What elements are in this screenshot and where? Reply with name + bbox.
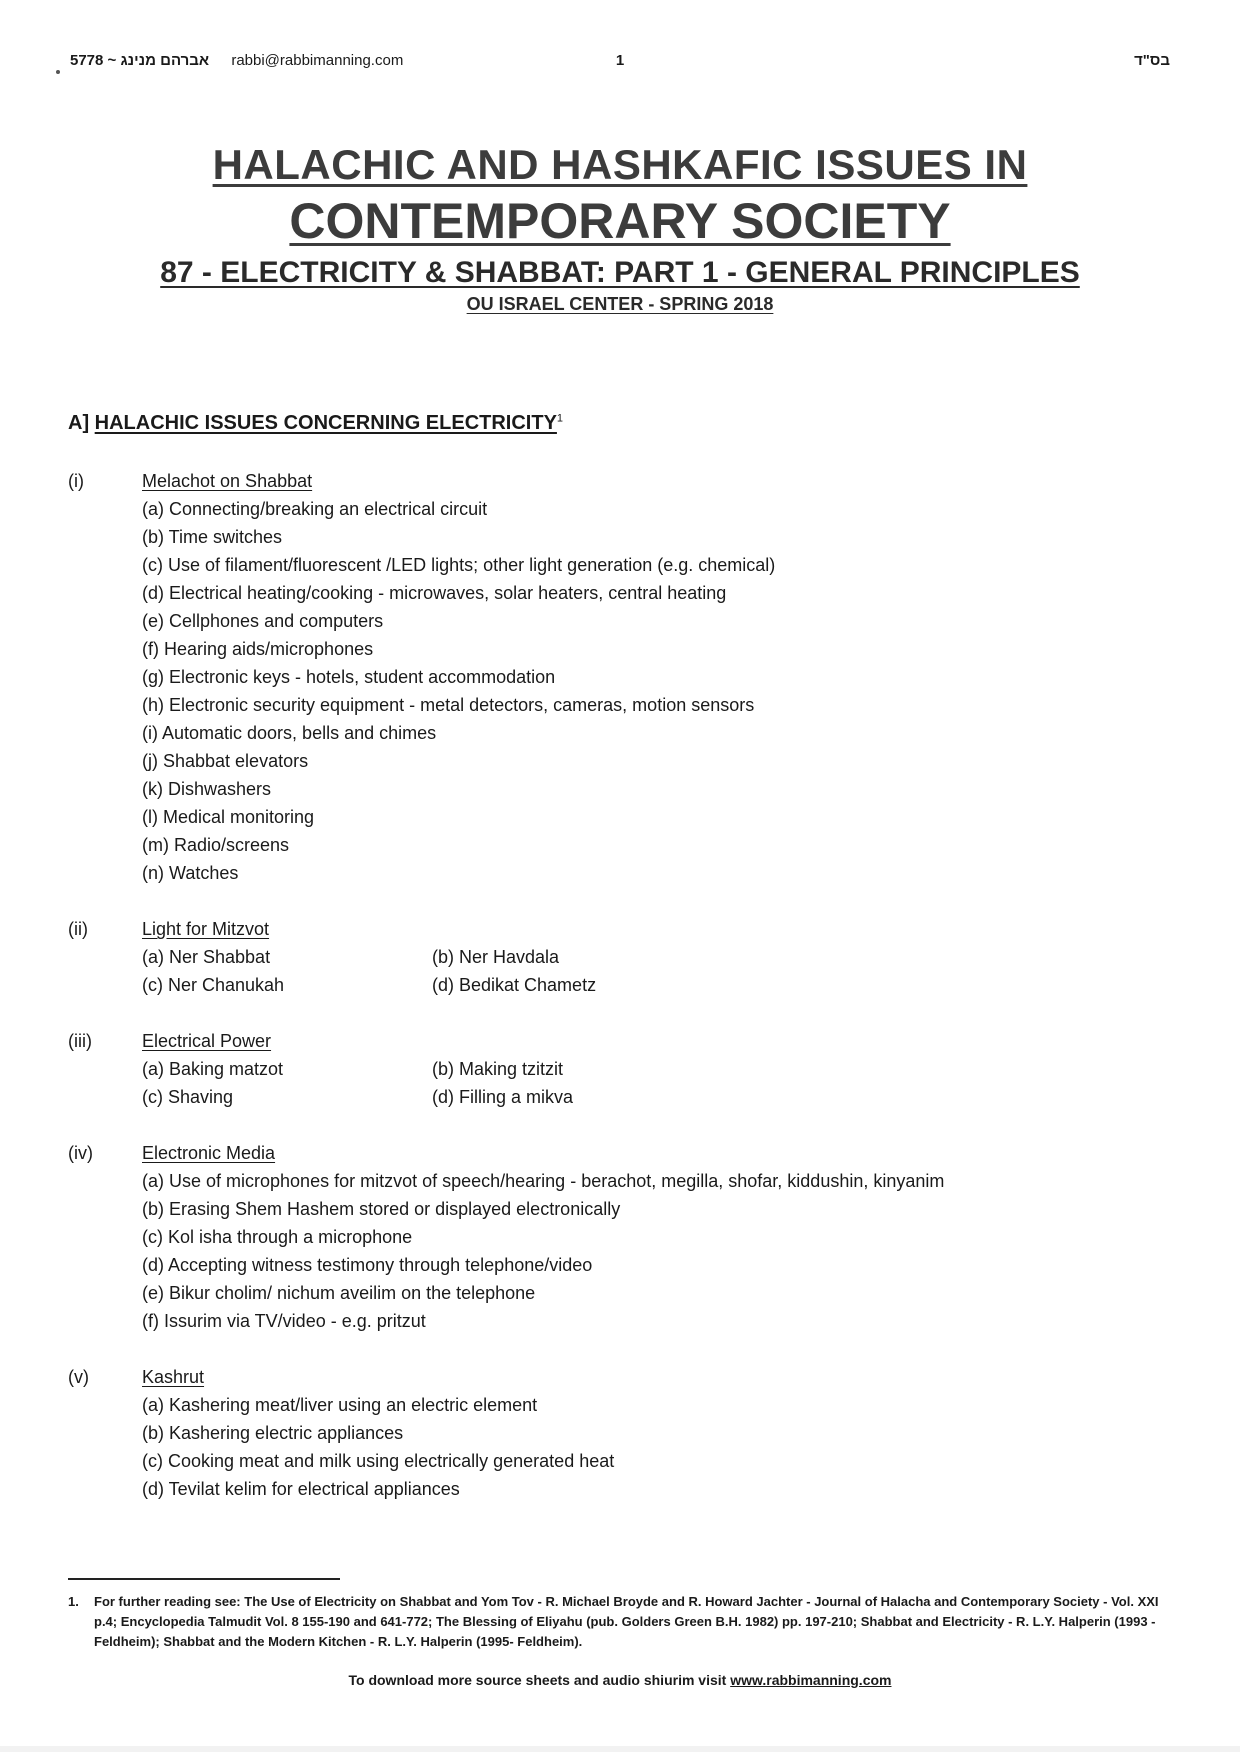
- list-item: [68, 607, 1180, 635]
- list-item-text: (d) Bedikat Chametz: [432, 975, 597, 995]
- list-item: [68, 1307, 1180, 1335]
- list-item-text: (e) Cellphones and computers: [142, 611, 384, 631]
- title-line-2: CONTEMPORARY SOCIETY: [289, 193, 951, 249]
- group-number: (v): [68, 1367, 89, 1387]
- group-header-row: [68, 1363, 1180, 1391]
- list-item: [68, 719, 1180, 747]
- group-number: (i): [68, 471, 84, 491]
- list-item-text: (d) Tevilat kelim for electrical appliances: [142, 1479, 460, 1499]
- page-footer: [0, 1672, 1240, 1688]
- list-item: [68, 1167, 1180, 1195]
- footer-link[interactable]: www.rabbimanning.com: [730, 1672, 892, 1688]
- list-item-text: (f) Hearing aids/microphones: [142, 639, 374, 659]
- footnote-ref[interactable]: 1: [556, 412, 564, 425]
- list-item-text: (c) Ner Chanukah: [142, 975, 285, 995]
- list-item-pair: [68, 943, 1180, 971]
- list-item-text: (d) Filling a mikva: [432, 1087, 574, 1107]
- issue-group: [68, 1363, 1180, 1503]
- scan-edge: [0, 1746, 1240, 1752]
- list-item-text: (b) Kashering electric appliances: [142, 1423, 404, 1443]
- group-header-row: [68, 467, 1180, 495]
- list-item: [68, 775, 1180, 803]
- author-year: 5778 ~ אברהם מנינג: [70, 52, 210, 69]
- issue-group: [68, 467, 1180, 887]
- subtitle: 87 - ELECTRICITY & SHABBAT: PART 1 - GENERAL PRINCIPLES: [160, 256, 1080, 289]
- author-email[interactable]: rabbi@rabbimanning.com: [231, 52, 404, 69]
- list-item-text: (c) Kol isha through a microphone: [142, 1227, 413, 1247]
- list-item-text: (a) Kashering meat/liver using an electric element: [142, 1395, 538, 1415]
- list-item: [68, 663, 1180, 691]
- list-item-text: (d) Accepting witness testimony through telephone/video: [142, 1255, 593, 1275]
- page-header: [70, 52, 1170, 76]
- list-item-text: (j) Shabbat elevators: [142, 751, 309, 771]
- title-block: [0, 140, 1240, 316]
- list-item-text: (b) Erasing Shem Hashem stored or displayed electronically: [142, 1199, 621, 1219]
- page-number: 1: [615, 52, 625, 69]
- list-item-text: (k) Dishwashers: [142, 779, 272, 799]
- footnote-divider: [68, 1578, 340, 1580]
- list-item-text: (g) Electronic keys - hotels, student accommodation: [142, 667, 556, 687]
- group-title: Melachot on Shabbat: [142, 471, 313, 491]
- list-item: [68, 1419, 1180, 1447]
- list-item: [68, 1475, 1180, 1503]
- issue-group: [68, 915, 1180, 999]
- group-number: (iv): [68, 1143, 93, 1163]
- group-title: Kashrut: [142, 1367, 205, 1387]
- group-title: Light for Mitzvot: [142, 919, 270, 939]
- list-item-text: (f) Issurim via TV/video - e.g. pritzut: [142, 1311, 426, 1331]
- list-item-text: (d) Electrical heating/cooking - microwaves, solar heaters, central heating: [142, 583, 727, 603]
- list-item: [68, 1223, 1180, 1251]
- title-line-1: HALACHIC AND HASHKAFIC ISSUES IN: [212, 141, 1028, 188]
- list-item: [68, 831, 1180, 859]
- list-item-pair: [68, 971, 1180, 999]
- list-item: [68, 691, 1180, 719]
- list-item: [68, 579, 1180, 607]
- group-header-row: [68, 915, 1180, 943]
- list-item: [68, 1195, 1180, 1223]
- group-number: (ii): [68, 919, 88, 939]
- list-item: [68, 495, 1180, 523]
- list-item: [68, 859, 1180, 887]
- list-item-text: (i) Automatic doors, bells and chimes: [142, 723, 437, 743]
- group-number: (iii): [68, 1031, 92, 1051]
- list-item-text: (c) Cooking meat and milk using electrically generated heat: [142, 1451, 615, 1471]
- group-title: Electrical Power: [142, 1031, 272, 1051]
- list-item-text: (e) Bikur cholim/ nichum aveilim on the telephone: [142, 1283, 536, 1303]
- list-item-text: (c) Shaving: [142, 1087, 234, 1107]
- list-item-text: (a) Baking matzot: [142, 1059, 284, 1079]
- list-item-text: (c) Use of filament/fluorescent /LED lights; other light generation (e.g. chemical): [142, 555, 776, 575]
- issues-list: [68, 467, 1180, 1531]
- footnote: [68, 1592, 1170, 1652]
- list-item: [68, 1447, 1180, 1475]
- group-header-row: [68, 1027, 1180, 1055]
- issue-group: [68, 1139, 1180, 1335]
- header-bsd: בס"ד: [1134, 52, 1170, 69]
- section-heading: [68, 412, 563, 435]
- section-prefix: A]: [68, 412, 90, 434]
- list-item-pair: [68, 1055, 1180, 1083]
- list-item-text: (b) Time switches: [142, 527, 283, 547]
- venue-line: OU ISRAEL CENTER - SPRING 2018: [466, 294, 774, 314]
- section-title: HALACHIC ISSUES CONCERNING ELECTRICITY: [94, 412, 557, 434]
- scan-speck: [56, 70, 60, 74]
- group-title: Electronic Media: [142, 1143, 276, 1163]
- list-item: [68, 635, 1180, 663]
- list-item: [68, 551, 1180, 579]
- list-item-text: (a) Ner Shabbat: [142, 947, 271, 967]
- list-item-text: (a) Use of microphones for mitzvot of speech/hearing - berachot, megilla, shofar, kiddushin, kinyanim: [142, 1171, 945, 1191]
- list-item: [68, 747, 1180, 775]
- list-item: [68, 523, 1180, 551]
- list-item: [68, 1279, 1180, 1307]
- list-item-text: (l) Medical monitoring: [142, 807, 315, 827]
- issue-group: [68, 1027, 1180, 1111]
- group-header-row: [68, 1139, 1180, 1167]
- footnote-number: 1.: [68, 1594, 79, 1609]
- list-item: [68, 1391, 1180, 1419]
- list-item-text: (n) Watches: [142, 863, 239, 883]
- list-item: [68, 1251, 1180, 1279]
- list-item-pair: [68, 1083, 1180, 1111]
- list-item-text: (h) Electronic security equipment - metal detectors, cameras, motion sensors: [142, 695, 755, 715]
- list-item-text: (a) Connecting/breaking an electrical circuit: [142, 499, 488, 519]
- list-item-text: (b) Ner Havdala: [432, 947, 560, 967]
- footnote-text: For further reading see: The Use of Electricity on Shabbat and Yom Tov - R. Michael Broyde and R. Howard Jachter - Journal of Halacha and Contemporary Society - Vol. XXI p.4; Encyclopedia Talmudit Vol. 8 155-190 and 641-772; The Blessing of Eliyahu (pub. Golders Green B.H. 1982) pp. 197-210; Shabbat and Electricity - R. L.Y. Halperin (1993 - Feldheim); Shabbat and the Modern Kitchen - R. L.Y. Halperin (1995- Feldheim).: [94, 1594, 1159, 1649]
- list-item: [68, 803, 1180, 831]
- footer-text: To download more source sheets and audio shiurim visit: [348, 1672, 727, 1688]
- list-item-text: (m) Radio/screens: [142, 835, 290, 855]
- list-item-text: (b) Making tzitzit: [432, 1059, 564, 1079]
